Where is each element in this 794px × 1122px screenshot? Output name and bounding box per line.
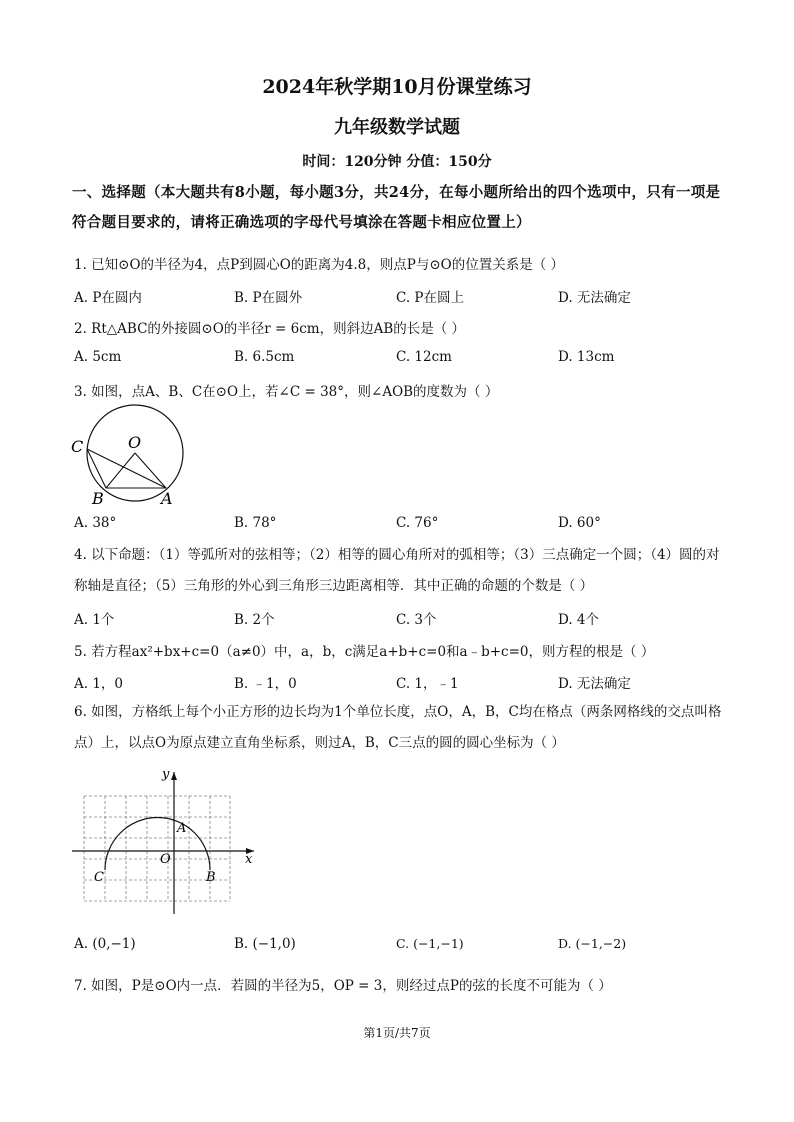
question-3-stem: 3. 如图，点A、B、C在⊙O上，若∠C = 38°，则∠AOB的度数为（ ） <box>74 384 499 400</box>
label-b: B <box>92 489 104 508</box>
q5-option-a: A. 1，0 <box>74 676 124 692</box>
question-2-stem: 2. Rt△ABC的外接圆⊙O的半径r = 6cm，则斜边AB的长是（ ） <box>74 321 466 337</box>
q5-option-d: D. 无法确定 <box>558 676 631 692</box>
q3-option-c: C. 76° <box>396 515 439 531</box>
q4-option-d: D. 4个 <box>558 612 600 628</box>
q4-option-b: B. 2个 <box>234 612 275 628</box>
radius-oa <box>135 453 166 488</box>
exam-meta: 时间：120分钟 分值：150分 <box>302 154 492 170</box>
q2-option-d: D. 13cm <box>558 349 615 365</box>
q2-option-b: B. 6.5cm <box>234 349 295 365</box>
label-c6: C <box>94 870 104 885</box>
section-heading: 一、选择题（本大题共有8小题，每小题3分，共24分，在每小题所给出的四个选项中，只有一项是符合题目要求的，请将正确选项的字母代号填涂在答题卡相应位置上） <box>72 184 721 231</box>
q1-option-b: B. P在圆外 <box>234 290 303 306</box>
question-5-stem: 5. 若方程ax²+bx+c=0（a≠0）中，a，b，c满足a+b+c=0和a﹣b+c=0，则方程的根是（ ） <box>74 644 655 660</box>
question-7-stem: 7. 如图，P是⊙O内一点．若圆的半径为5，OP = 3，则经过点P的弦的长度不可能为（ ） <box>74 978 612 994</box>
page-number: 第1页/共7页 <box>363 1026 431 1040</box>
q1-option-d: D. 无法确定 <box>558 290 631 306</box>
circle-figure-q3 <box>68 404 190 508</box>
q1-option-a: A. P在圆内 <box>74 290 142 306</box>
q3-option-b: B. 78° <box>234 515 277 531</box>
grid-lines <box>84 796 230 901</box>
q1-option-c: C. P在圆上 <box>396 290 465 306</box>
q3-option-d: D. 60° <box>558 515 601 531</box>
page-title: 2024年秋学期10月份课堂练习 <box>262 76 532 98</box>
page-subtitle: 九年级数学试题 <box>334 117 460 138</box>
q4-option-a: A. 1个 <box>74 612 115 628</box>
grid-figure-q6 <box>68 762 268 922</box>
question-4-stem: 4. 以下命题：（1）等弧所对的弦相等；（2）相等的圆心角所对的弧相等；（3）三点确定一个圆；（4）圆的对称轴是直径；（5）三角形的外心到三角形三边距离相等．其中正确的命题的个数是（ ） <box>74 547 720 594</box>
q3-option-a: A. 38° <box>74 515 117 531</box>
label-a: A <box>161 489 173 508</box>
q6-option-c: C. (−1,−1) <box>396 936 464 951</box>
label-b6: B <box>206 870 216 885</box>
label-o: O <box>128 433 142 452</box>
q5-option-c: C. 1，﹣1 <box>396 676 459 692</box>
label-y: y <box>162 767 170 782</box>
question-6-stem: 6. 如图，方格纸上每个小正方形的边长均为1个单位长度，点O，A，B，C均在格点（两条网格线的交点叫格点）上，以点O为原点建立直角坐标系，则过A，B，C三点的圆的圆心坐标为（ ） <box>74 704 722 751</box>
label-a6: A <box>177 821 187 836</box>
y-axis-arrow <box>171 772 177 780</box>
chord-ca <box>87 449 166 488</box>
q5-option-b: B. ﹣1，0 <box>234 676 297 692</box>
q2-option-a: A. 5cm <box>74 349 122 365</box>
q6-option-b: B. (−1,0) <box>234 936 296 952</box>
q2-option-c: C. 12cm <box>396 349 452 365</box>
q4-option-c: C. 3个 <box>396 612 437 628</box>
label-c: C <box>71 437 84 456</box>
arc-abc <box>105 818 210 871</box>
q6-option-d: D. (−1,−2) <box>558 936 627 951</box>
q6-option-a: A. (0,−1) <box>74 936 136 952</box>
label-o6: O <box>160 852 171 867</box>
label-x: x <box>245 852 253 867</box>
question-1-stem: 1. 已知⊙O的半径为4，点P到圆心O的距离为4.8，则点P与⊙O的位置关系是（ ） <box>74 257 565 273</box>
